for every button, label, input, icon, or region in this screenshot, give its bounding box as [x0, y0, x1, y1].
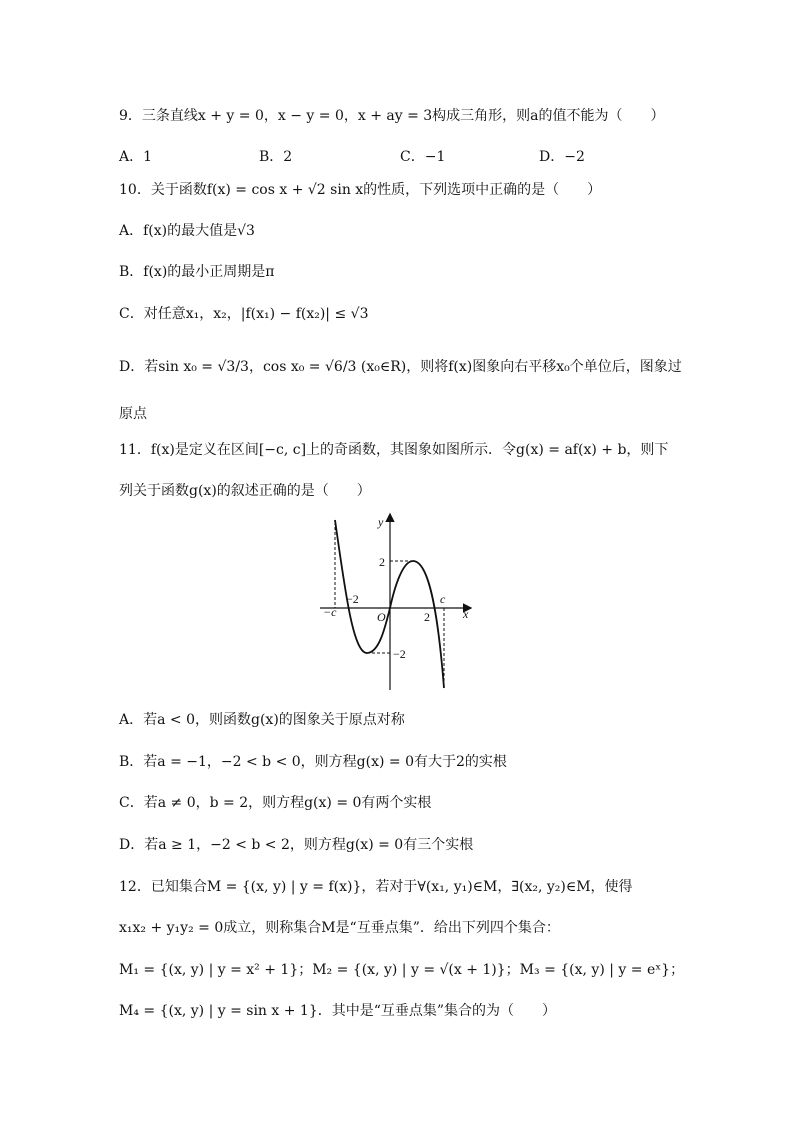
q10-option-d: D．若sin x₀ = √3/3，cos x₀ = √6/3 (x₀∈R)，则将f(x)图象向右平移x₀个单位后，图象过	[119, 359, 682, 375]
q11-stem-cont: 列关于函数g(x)的叙述正确的是（ ）	[119, 483, 371, 499]
label-x-2: 2	[424, 610, 430, 624]
q10-option-b: B．f(x)的最小正周期是π	[119, 264, 275, 280]
q9-stem: 9．三条直线x + y = 0，x − y = 0，x + ay = 3构成三角形，则a的值不能为（ ）	[119, 108, 665, 124]
y-axis-label: y	[378, 515, 384, 529]
function-graph	[315, 510, 480, 695]
label-y-2: 2	[379, 555, 385, 569]
q10-option-c: C．对任意x₁，x₂，|f(x₁) − f(x₂)| ≤ √3	[119, 306, 369, 322]
q10-stem: 10．关于函数f(x) = cos x + √2 sin x的性质，下列选项中正确的是（ ）	[119, 182, 602, 198]
q10-option-d-cont: 原点	[119, 406, 147, 422]
q12-sets: M₁ = {(x, y) | y = x² + 1}；M₂ = {(x, y) | y = √(x + 1)}；M₃ = {(x, y) | y = eˣ}；	[119, 962, 685, 978]
label-y-neg2: −2	[393, 647, 406, 661]
q11-option-d: D．若a ≥ 1，−2 < b < 2，则方程g(x) = 0有三个实根	[119, 837, 474, 853]
label-c: c	[440, 592, 446, 606]
q11-stem: 11．f(x)是定义在区间[−c, c]上的奇函数，其图象如图所示．令g(x) = af(x) + b，则下	[119, 442, 669, 458]
q11-option-b: B．若a = −1，−2 < b < 0，则方程g(x) = 0有大于2的实根	[119, 754, 507, 770]
q11-option-c: C．若a ≠ 0，b = 2，则方程g(x) = 0有两个实根	[119, 795, 432, 811]
q12-last: M₄ = {(x, y) | y = sin x + 1}．其中是“互垂点集”集合的为（ ）	[119, 1003, 557, 1019]
q12-stem-cont: x₁x₂ + y₁y₂ = 0成立，则称集合M是“互垂点集”．给出下列四个集合：	[119, 920, 560, 936]
origin-label: O	[377, 610, 386, 624]
q9-option-b: B．2	[259, 149, 293, 165]
q9-option-a: A．1	[119, 149, 153, 165]
label-x-neg2: −2	[346, 592, 359, 606]
q9-option-c: C．−1	[400, 149, 446, 165]
x-axis-label: x	[463, 607, 469, 621]
q9-option-d: D．−2	[539, 149, 585, 165]
label-neg-c: −c	[323, 605, 337, 619]
q10-option-a: A．f(x)的最大值是√3	[119, 223, 255, 239]
q11-option-a: A．若a < 0，则函数g(x)的图象关于原点对称	[119, 712, 405, 728]
q12-stem: 12．已知集合M = {(x, y) | y = f(x)}，若对于∀(x₁, y₁)∈M，∃(x₂, y₂)∈M，使得	[119, 879, 633, 895]
